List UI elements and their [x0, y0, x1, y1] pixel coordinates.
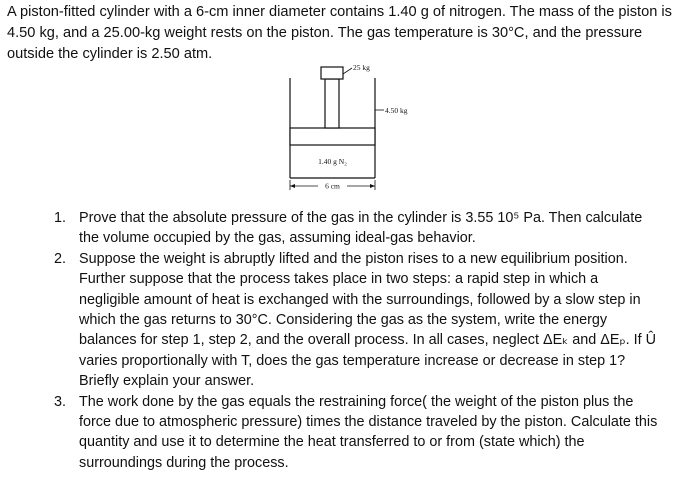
- gas-label: 1.40 g N₂: [318, 157, 347, 166]
- piston-rod: [325, 79, 339, 128]
- question-1: [0, 208, 700, 249]
- question-2-text: Suppose the weight is abruptly lifted and the piston rises to a new equilibrium position. Further suppose that the process takes place in two steps: a rapid step in which a negligible amount of heat is exchanged with the surroundings, followed by a slow step in which the gas returns to 30°C. Considering the gas as the system, write the energy balances for step 1, step 2, and the overall process. In all cases, neglect ΔEₖ and ΔEₚ. If Û varies proportionally with T, does the gas temperature increase or decrease in step 1? Briefly explain your answer.: [79, 250, 657, 390]
- question-list: [0, 208, 700, 473]
- piston: [290, 128, 375, 145]
- weight-block: [321, 67, 343, 79]
- question-3: [0, 392, 700, 474]
- problem-statement: A piston-fitted cylinder with a 6-cm inner diameter contains 1.40 g of nitrogen. The mass of the piston is 4.50 kg, and a 25.00-kg weight rests on the piston. The gas temperature is 30°C, and the pressure outside the cylinder is 2.50 atm.: [7, 4, 672, 62]
- weight-label: 25 kg: [353, 63, 370, 72]
- diameter-label: 6 cm: [325, 181, 340, 191]
- question-2: [0, 249, 700, 392]
- dim-arrow-left: [290, 184, 295, 188]
- question-1-text: Prove that the absolute pressure of the gas in the cylinder is 3.55 10⁵ Pa. Then calculate the volume occupied by the gas, assuming ideal-gas behavior.: [79, 210, 643, 247]
- dim-arrow-right: [370, 184, 375, 188]
- question-2-number: 2.: [54, 250, 67, 267]
- question-3-text: The work done by the gas equals the restraining force( the weight of the piston plus the force due to atmospheric pressure) times the distance traveled by the piston. Calculate this quantity and use it to determine the heat transferred to or from (state which) the surroundings during the process.: [79, 393, 658, 471]
- weight-leader: [343, 68, 352, 74]
- piston-mass-label: 4.50 kg: [385, 106, 408, 115]
- question-3-number: 3.: [54, 393, 67, 410]
- piston-cylinder-diagram: [270, 60, 430, 200]
- question-1-number: 1.: [54, 210, 67, 226]
